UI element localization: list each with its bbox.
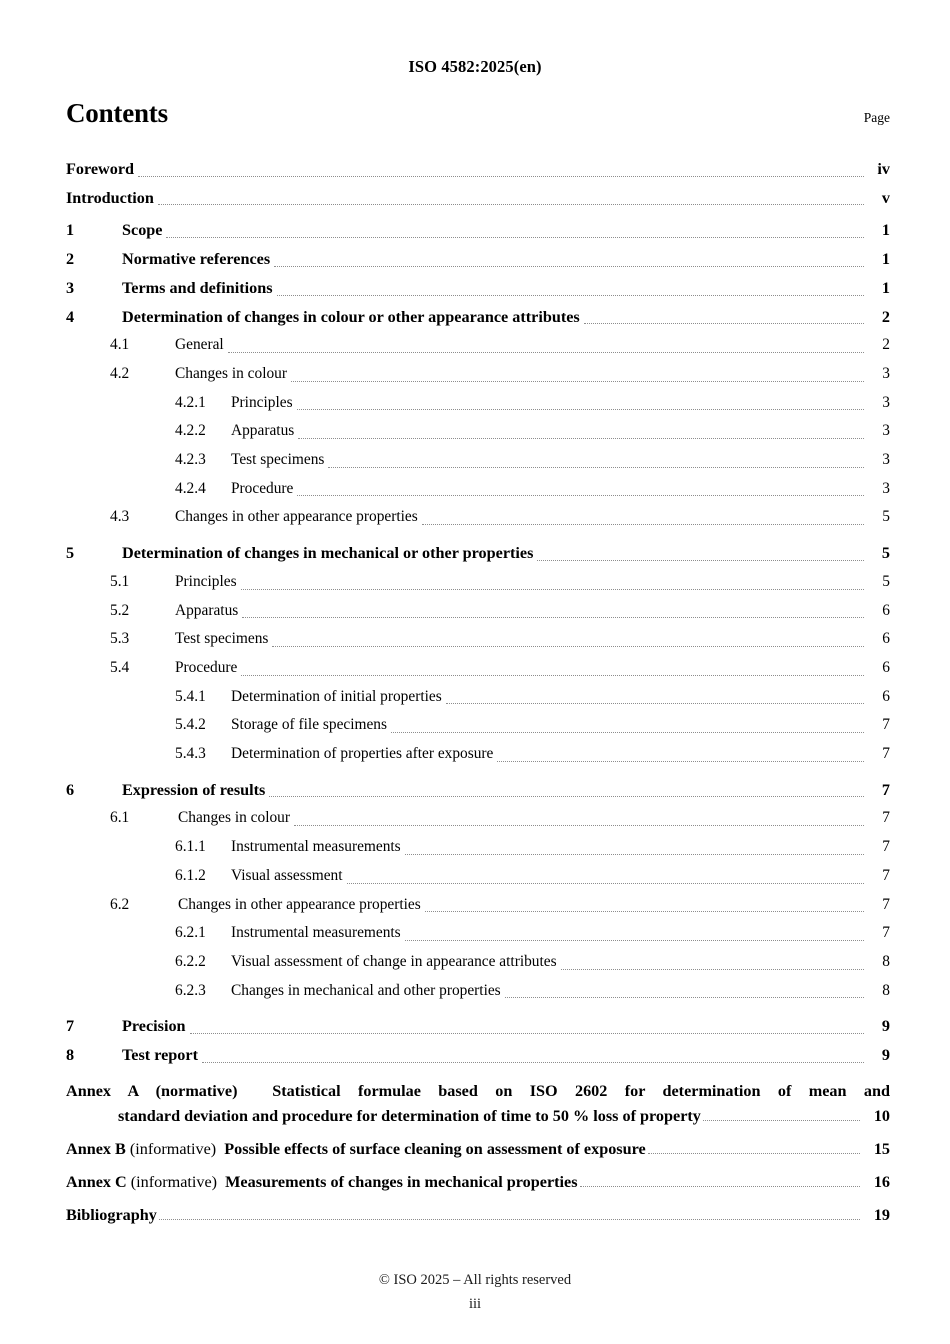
toc-bibliography-page-number: 19 [873, 1205, 890, 1224]
toc-annex-title: Possible effects of surface cleaning on assessment of exposure [224, 1139, 646, 1158]
toc-leader-dots [272, 636, 864, 651]
toc-entry-number: 5.4 [110, 658, 130, 676]
running-header: ISO 4582:2025(en) [408, 57, 542, 76]
toc-entry-label: Visual assessment [231, 866, 343, 884]
toc-entry-label: Precision [122, 1017, 186, 1036]
toc-entry-number: 8 [66, 1046, 75, 1065]
toc-bibliography-row-inner [66, 1203, 890, 1227]
toc-leader-dots [405, 930, 864, 945]
toc-entry-label: Determination of changes in colour or other appearance attributes [122, 307, 580, 326]
toc-entry-label: Principles [231, 393, 293, 411]
toc-entry-number: 3 [66, 278, 75, 297]
toc-entry[interactable] [66, 568, 890, 597]
toc-entry-page-number: 6 [882, 630, 890, 648]
table-of-contents [66, 155, 890, 1227]
toc-leader-dots [228, 342, 864, 357]
toc-entry-number: 4.1 [110, 336, 130, 354]
toc-entry[interactable] [66, 475, 890, 504]
toc-leader-dots [561, 958, 864, 973]
toc-bibliography-entry[interactable] [66, 1203, 890, 1227]
toc-leader-dots [138, 165, 864, 181]
toc-entry-number: 2 [66, 250, 75, 269]
toc-entry-label: Procedure [175, 658, 238, 676]
toc-entry[interactable] [66, 216, 890, 245]
toc-entry-number: 4 [66, 307, 75, 326]
toc-annex-name: Annex C [66, 1172, 127, 1191]
toc-entry-number: 6.1.2 [175, 866, 206, 884]
toc-entry-label: Determination of initial properties [231, 687, 442, 705]
toc-leader-dots [241, 664, 864, 679]
toc-entry-number: 4.2.4 [175, 479, 206, 497]
page-title: Contents [66, 98, 168, 128]
toc-entry[interactable] [66, 891, 890, 920]
toc-entry[interactable] [66, 184, 890, 213]
toc-bibliography-label: Bibliography [66, 1205, 157, 1224]
toc-entry-number: 6.2.1 [175, 924, 206, 942]
toc-annex-row-inner [66, 1170, 890, 1194]
toc-entry[interactable] [66, 776, 890, 805]
toc-entry-number: 5.4.2 [175, 716, 206, 734]
toc-entry-label: Changes in other appearance properties [178, 895, 421, 913]
toc-entry-page-number: 3 [882, 451, 890, 469]
toc-entry[interactable] [66, 683, 890, 712]
toc-entry-label: Normative references [122, 250, 271, 269]
toc-annex-page-number: 15 [873, 1139, 890, 1158]
toc-entry-label: Terms and definitions [122, 278, 273, 297]
toc-entry-page-number: 6 [882, 687, 890, 705]
toc-entry-page-number: 7 [881, 780, 890, 799]
toc-entry[interactable] [66, 711, 890, 740]
toc-annex-text [66, 1137, 646, 1161]
toc-entry-page-number: 5 [882, 572, 890, 590]
page-column-label: Page [863, 110, 890, 125]
toc-entry[interactable] [66, 274, 890, 303]
toc-entry-number: 6.1 [110, 809, 130, 827]
toc-entry-label: Foreword [66, 160, 135, 178]
toc-leader-dots [425, 901, 864, 916]
toc-entry-label: Procedure [231, 479, 294, 497]
toc-entry-page-number: 2 [881, 307, 890, 326]
toc-leader-dots [347, 872, 865, 887]
toc-entry-label: Changes in mechanical and other properties [231, 981, 501, 999]
toc-entry-number: 6.2 [110, 895, 130, 913]
toc-entry-page-number: v [881, 188, 890, 207]
toc-leader-dots [703, 1109, 860, 1125]
toc-entry-number: 6.2.3 [175, 981, 206, 999]
toc-entry-label: Visual assessment of change in appearance attributes [231, 952, 557, 970]
toc-entry-page-number: 9 [881, 1046, 890, 1065]
toc-leader-dots [505, 987, 864, 1002]
toc-entry-number: 4.2.1 [175, 393, 206, 411]
toc-entry[interactable] [66, 417, 890, 446]
toc-entry-page-number: 2 [882, 336, 890, 354]
toc-entry[interactable] [66, 977, 890, 1006]
toc-leader-dots [584, 312, 864, 328]
toc-entry-page-number: 6 [882, 601, 890, 619]
toc-entry-page-number: 9 [881, 1017, 890, 1036]
toc-entry-page-number: 7 [882, 809, 890, 827]
toc-entry[interactable] [66, 654, 890, 683]
toc-entry[interactable] [66, 389, 890, 418]
toc-entry-page-number: 3 [882, 364, 890, 382]
toc-leader-dots [298, 428, 864, 443]
toc-entry[interactable] [66, 1012, 890, 1041]
toc-entry[interactable] [66, 948, 890, 977]
toc-entry-label: Apparatus [175, 601, 239, 619]
toc-annex-kind: (informative) [129, 1139, 217, 1158]
toc-annex-line-1 [66, 1079, 890, 1103]
toc-annex-kind: (normative) [155, 1081, 238, 1100]
toc-entry-number: 5 [66, 544, 75, 563]
toc-entry-number: 4.2 [110, 364, 130, 382]
toc-leader-dots [422, 514, 864, 529]
toc-entry-page-number: 1 [881, 278, 890, 297]
toc-entry-number: 5.4.1 [175, 687, 206, 705]
toc-entry[interactable] [66, 862, 890, 891]
toc-entry-label: Determination of changes in mechanical or other properties [122, 544, 534, 563]
toc-entry-number: 5.1 [110, 572, 130, 590]
page-folio: iii [468, 1296, 482, 1312]
toc-entry[interactable] [66, 597, 890, 626]
toc-annex-line-2 [66, 1104, 890, 1128]
toc-entry[interactable] [66, 303, 890, 332]
toc-leader-dots [190, 1022, 864, 1038]
toc-entry[interactable] [66, 539, 890, 568]
toc-leader-dots [158, 193, 864, 209]
toc-entry-label: Scope [122, 221, 163, 240]
toc-leader-dots [242, 607, 864, 622]
toc-entry-label: General [175, 336, 224, 354]
toc-leader-dots [405, 843, 864, 858]
toc-leader-dots [159, 1208, 860, 1224]
toc-entry[interactable] [66, 625, 890, 654]
toc-entry-page-number: 3 [882, 422, 890, 440]
toc-entry[interactable] [66, 331, 890, 360]
toc-leader-dots [297, 399, 864, 414]
toc-entry[interactable] [66, 740, 890, 769]
toc-entry[interactable] [66, 1041, 890, 1070]
toc-annex-entry[interactable] [66, 1079, 890, 1128]
toc-leader-dots [537, 549, 864, 565]
toc-entry-page-number: 3 [882, 393, 890, 411]
toc-annex-title: Measurements of changes in mechanical properties [225, 1172, 578, 1191]
footer-copyright: © ISO 2025 – All rights reserved [378, 1272, 572, 1288]
toc-entry-number: 5.2 [110, 601, 130, 619]
toc-leader-dots [297, 485, 864, 500]
toc-entry-label: Test specimens [231, 451, 325, 469]
toc-entry-number: 6 [66, 780, 75, 799]
toc-entry-page-number: 7 [882, 924, 890, 942]
toc-entry-page-number: 8 [882, 952, 890, 970]
toc-entry-label: Changes in colour [175, 364, 287, 382]
toc-entry-label: Instrumental measurements [231, 838, 401, 856]
toc-leader-dots [291, 370, 864, 385]
toc-entry-label: Storage of file specimens [231, 716, 387, 734]
toc-leader-dots [497, 750, 864, 765]
toc-annex-name: Annex B [66, 1139, 126, 1158]
toc-entry-page-number: 6 [882, 658, 890, 676]
toc-entry-label: Principles [175, 572, 237, 590]
toc-leader-dots [446, 693, 864, 708]
toc-leader-dots [269, 785, 864, 801]
toc-entry-page-number: 5 [882, 508, 890, 526]
toc-leader-dots [328, 456, 864, 471]
toc-annex-kind: (informative) [130, 1172, 218, 1191]
contents-title-row [66, 100, 890, 127]
toc-leader-dots [202, 1051, 864, 1067]
toc-entry-number: 6.2.2 [175, 952, 206, 970]
toc-annex-title-part-1: Statistical formulae based on ISO 2602 for determination of mean and [272, 1081, 890, 1100]
toc-annex-name: Annex A [66, 1081, 139, 1100]
toc-entry-number: 5.4.3 [175, 745, 206, 763]
toc-entry-number: 4.2.2 [175, 422, 206, 440]
toc-entry-page-number: 7 [882, 895, 890, 913]
toc-leader-dots [391, 722, 864, 737]
toc-entry-page-number: 7 [882, 866, 890, 884]
toc-entry-label: Expression of results [122, 780, 266, 799]
toc-entry-number: 4.2.3 [175, 451, 206, 469]
toc-annex-page-number: 10 [873, 1106, 890, 1125]
toc-annex-text [66, 1170, 578, 1194]
toc-entry-page-number: 7 [882, 838, 890, 856]
toc-entry-number: 5.3 [110, 630, 130, 648]
toc-entry[interactable] [66, 155, 890, 184]
toc-entry[interactable] [66, 245, 890, 274]
toc-entry-page-number: 1 [881, 221, 890, 240]
toc-entry-number: 6.1.1 [175, 838, 206, 856]
toc-entry[interactable] [66, 503, 890, 532]
toc-entry-label: Test report [122, 1046, 198, 1065]
toc-annex-row-inner [66, 1137, 890, 1161]
toc-entry-page-number: 1 [881, 250, 890, 269]
toc-entry-number: 7 [66, 1017, 75, 1036]
toc-entry-page-number: 7 [882, 745, 890, 763]
toc-entry-label: Instrumental measurements [231, 924, 401, 942]
toc-entry[interactable] [66, 919, 890, 948]
toc-entry-number: 1 [66, 221, 75, 240]
toc-entry-label: Determination of properties after exposure [231, 745, 494, 763]
toc-entry-page-number: 3 [882, 479, 890, 497]
toc-entry-page-number: 5 [881, 544, 890, 563]
toc-leader-dots [241, 578, 864, 593]
toc-entry-label: Apparatus [231, 422, 295, 440]
toc-entry-page-number: iv [877, 160, 890, 178]
toc-entry-page-number: 8 [882, 981, 890, 999]
toc-annex-page-number: 16 [873, 1172, 890, 1191]
toc-entry[interactable] [66, 833, 890, 862]
toc-entry-number: 4.3 [110, 508, 130, 526]
toc-entry[interactable] [66, 446, 890, 475]
toc-leader-dots [274, 255, 864, 271]
toc-entry-label: Changes in colour [178, 809, 290, 827]
toc-entry-page-number: 7 [882, 716, 890, 734]
toc-entry-label: Changes in other appearance properties [175, 508, 418, 526]
toc-entry-label: Introduction [66, 188, 154, 207]
toc-leader-dots [580, 1175, 861, 1191]
toc-annex-entry[interactable] [66, 1170, 890, 1194]
toc-entry-label: Test specimens [175, 630, 269, 648]
toc-entry[interactable] [66, 360, 890, 389]
toc-leader-dots [648, 1142, 860, 1158]
toc-leader-dots [166, 226, 864, 242]
toc-leader-dots [277, 283, 864, 299]
toc-annex-entry[interactable] [66, 1137, 890, 1161]
toc-leader-dots [294, 815, 864, 830]
toc-entry[interactable] [66, 804, 890, 833]
toc-annex-title-part-2: standard deviation and procedure for determination of time to 50 % loss of property [118, 1106, 701, 1125]
